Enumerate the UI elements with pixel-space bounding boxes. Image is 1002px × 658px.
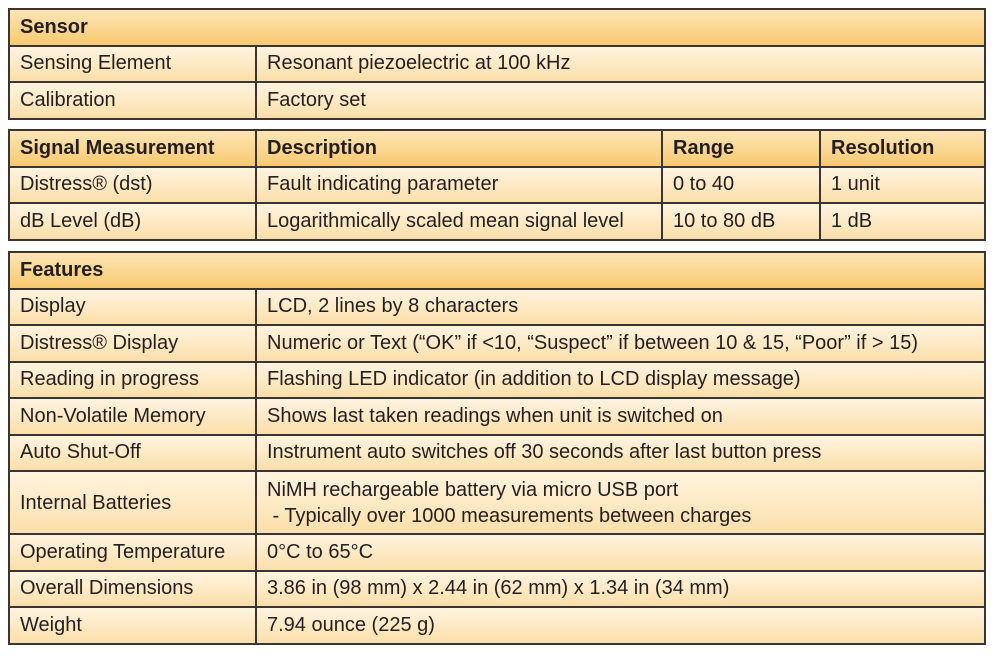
row-value: 0°C to 65°C bbox=[256, 534, 985, 571]
table-row bbox=[9, 325, 985, 362]
table-row bbox=[9, 398, 985, 435]
row-value: 7.94 ounce (225 g) bbox=[256, 607, 985, 644]
column-header: Description bbox=[256, 130, 662, 167]
column-header: Range bbox=[662, 130, 820, 167]
row-label: Overall Dimensions bbox=[9, 571, 256, 608]
table-row bbox=[9, 82, 985, 119]
row-value-line: NiMH rechargeable battery via micro USB port bbox=[267, 478, 679, 501]
row-value: Instrument auto switches off 30 seconds after last button press bbox=[256, 435, 985, 472]
table-cell: 10 to 80 dB bbox=[662, 203, 820, 240]
table-row bbox=[9, 203, 985, 240]
row-label: Display bbox=[9, 289, 256, 326]
row-label: Internal Batteries bbox=[9, 471, 256, 534]
row-label: Operating Temperature bbox=[9, 534, 256, 571]
table-row bbox=[9, 289, 985, 326]
row-value: Numeric or Text (“OK” if <10, “Suspect” if between 10 & 15, “Poor” if > 15) bbox=[256, 325, 985, 362]
row-value-multiline bbox=[256, 471, 985, 534]
sensor-header: Sensor bbox=[9, 9, 985, 46]
table-cell: Logarithmically scaled mean signal level bbox=[256, 203, 662, 240]
table-row bbox=[9, 571, 985, 608]
table-cell: 1 unit bbox=[820, 167, 985, 204]
row-label: Sensing Element bbox=[9, 46, 256, 83]
row-value-line: - Typically over 1000 measurements between charges bbox=[267, 504, 752, 527]
table-row bbox=[9, 167, 985, 204]
table-row bbox=[9, 435, 985, 472]
column-header: Signal Measurement bbox=[9, 130, 256, 167]
row-label: Auto Shut-Off bbox=[9, 435, 256, 472]
table-cell: dB Level (dB) bbox=[9, 203, 256, 240]
table-cell: Fault indicating parameter bbox=[256, 167, 662, 204]
sensor-table bbox=[8, 8, 986, 120]
row-label: Non-Volatile Memory bbox=[9, 398, 256, 435]
table-cell: 0 to 40 bbox=[662, 167, 820, 204]
row-label: Calibration bbox=[9, 82, 256, 119]
row-label: Distress® Display bbox=[9, 325, 256, 362]
table-row bbox=[9, 471, 985, 534]
table-cell: 1 dB bbox=[820, 203, 985, 240]
features-header: Features bbox=[9, 252, 985, 289]
row-value: Shows last taken readings when unit is switched on bbox=[256, 398, 985, 435]
table-row bbox=[9, 607, 985, 644]
table-row bbox=[9, 362, 985, 399]
table-row bbox=[9, 534, 985, 571]
row-value: Flashing LED indicator (in addition to LCD display message) bbox=[256, 362, 985, 399]
table-header-row bbox=[9, 9, 985, 46]
signal-measurement-table bbox=[8, 129, 986, 241]
column-header: Resolution bbox=[820, 130, 985, 167]
table-row bbox=[9, 46, 985, 83]
row-label: Weight bbox=[9, 607, 256, 644]
row-value: Resonant piezoelectric at 100 kHz bbox=[256, 46, 985, 83]
table-header-row bbox=[9, 252, 985, 289]
table-header-row bbox=[9, 130, 985, 167]
row-value: LCD, 2 lines by 8 characters bbox=[256, 289, 985, 326]
row-value: 3.86 in (98 mm) x 2.44 in (62 mm) x 1.34 in (34 mm) bbox=[256, 571, 985, 608]
row-label: Reading in progress bbox=[9, 362, 256, 399]
features-table bbox=[8, 251, 986, 645]
table-cell: Distress® (dst) bbox=[9, 167, 256, 204]
row-value: Factory set bbox=[256, 82, 985, 119]
